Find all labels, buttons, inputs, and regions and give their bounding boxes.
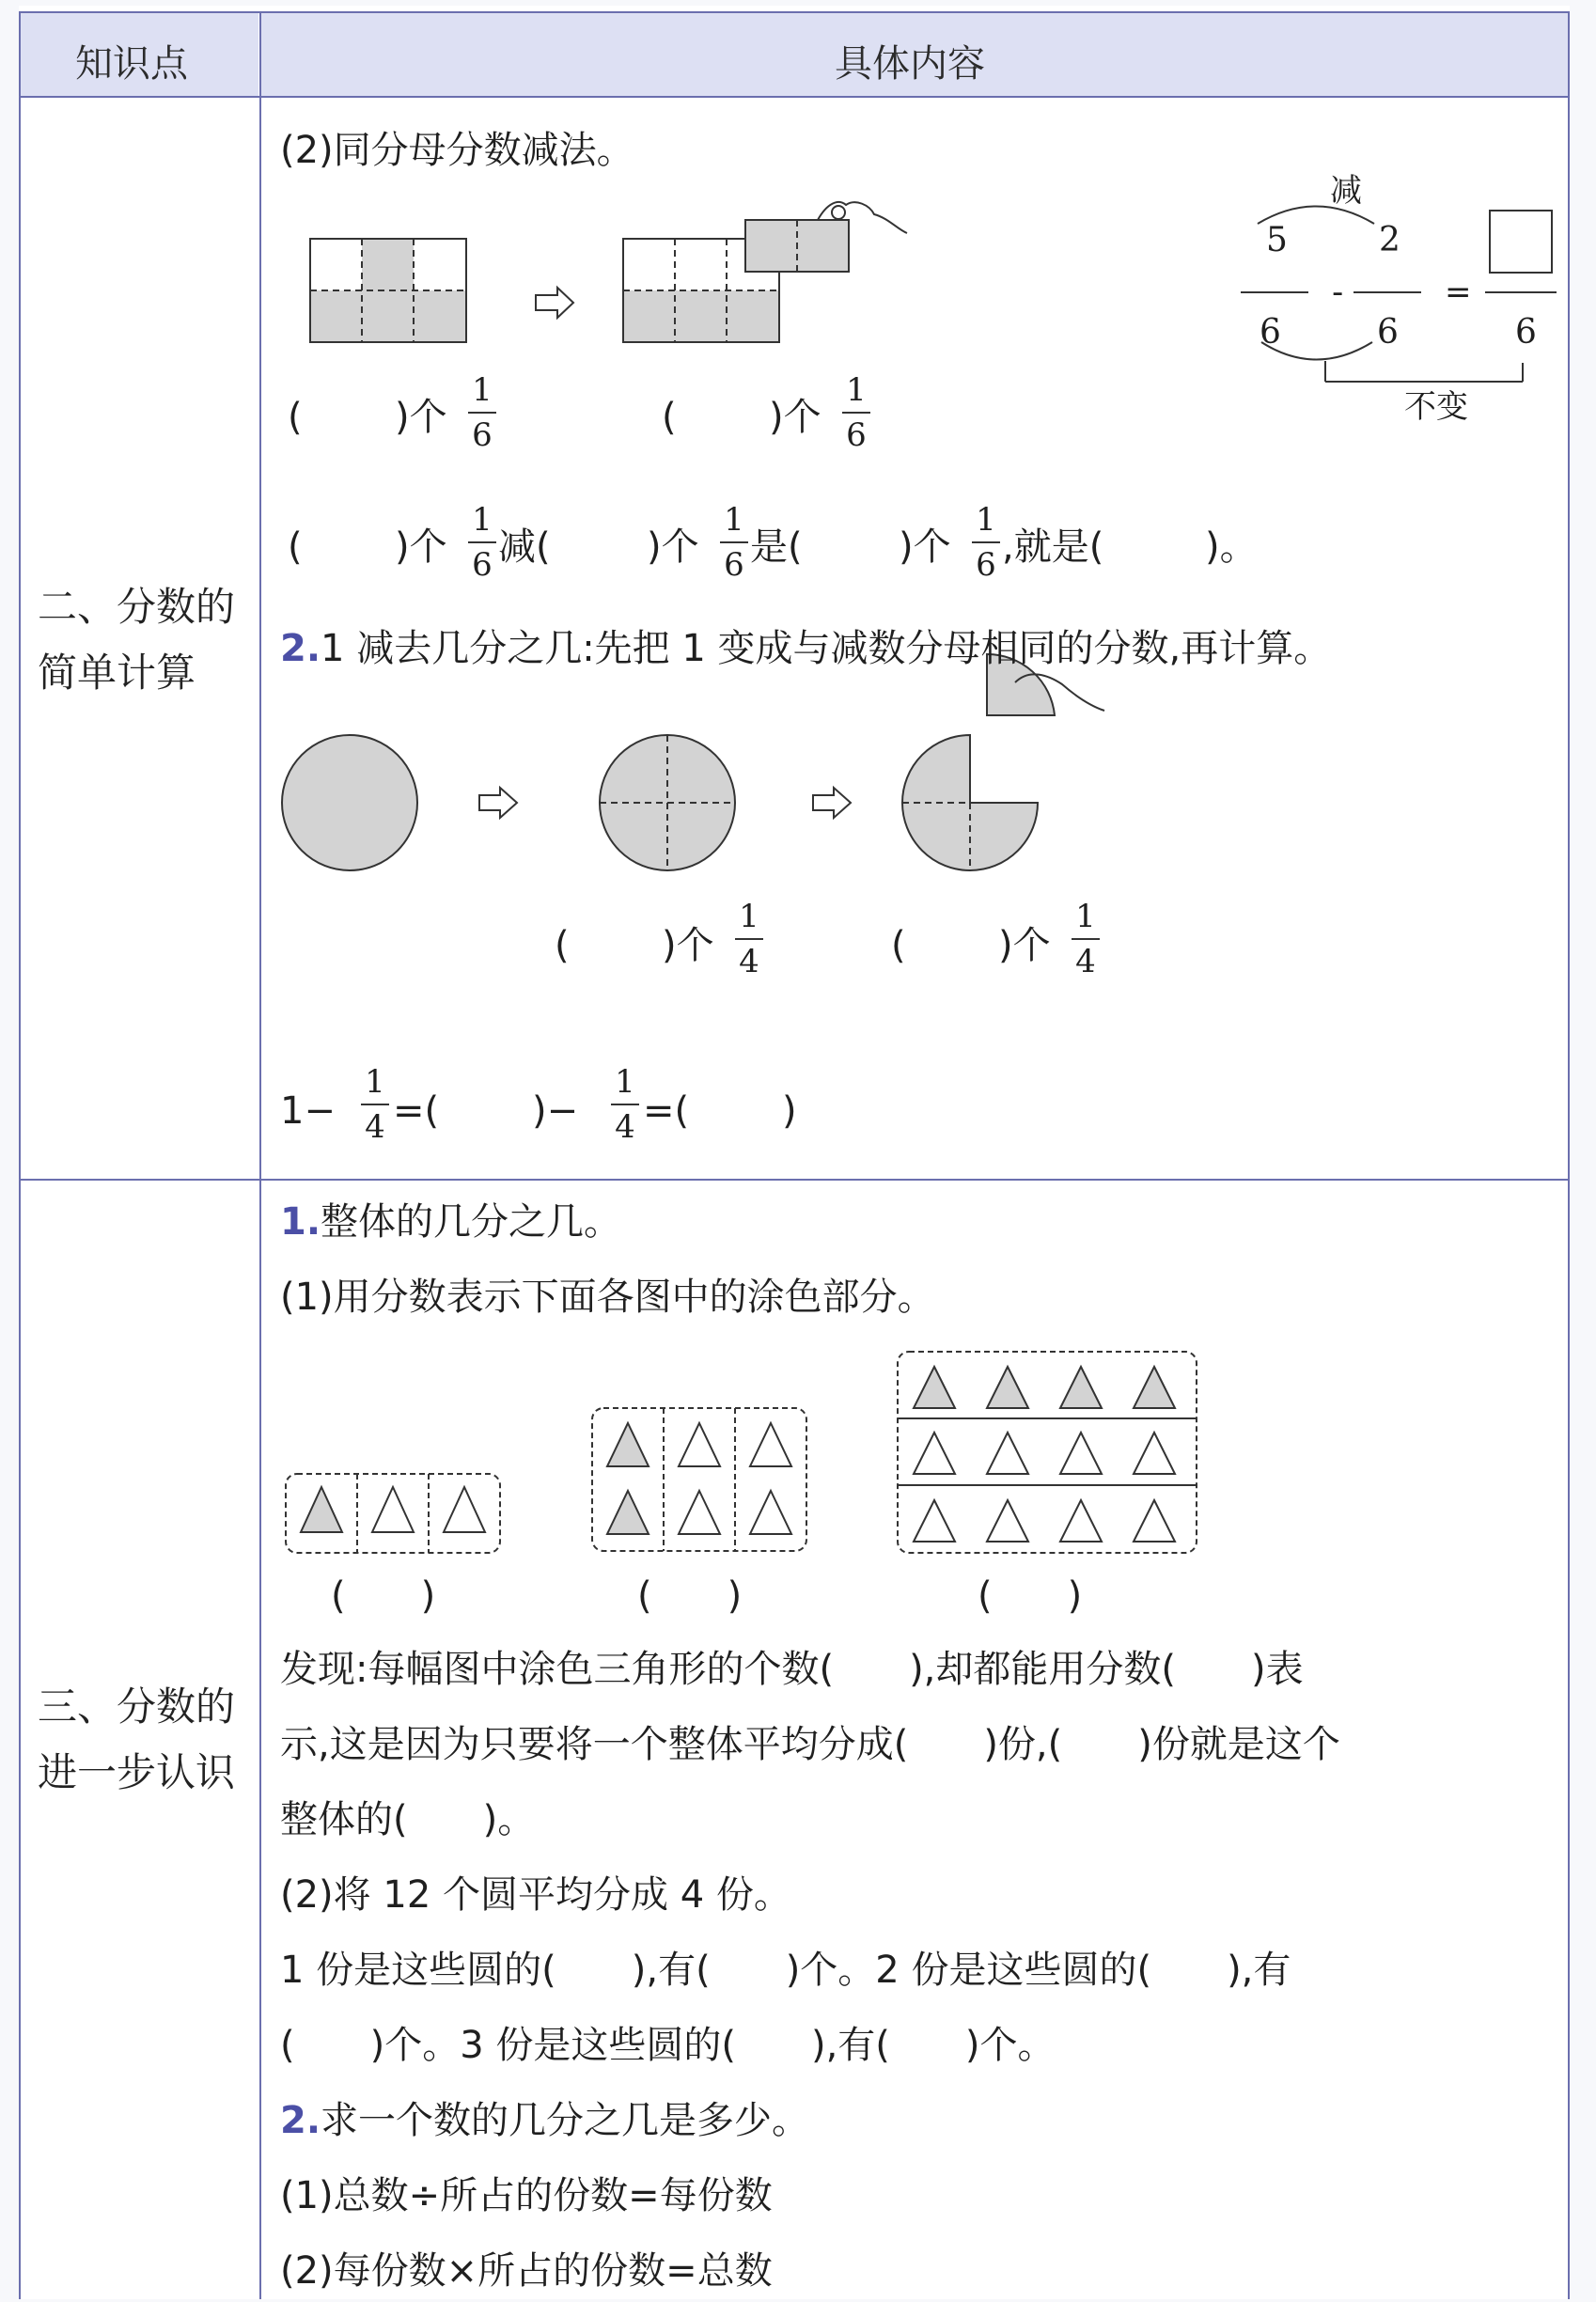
- blank-close-2: )个: [769, 396, 821, 439]
- equation-part-5: ): [782, 1089, 797, 1133]
- fraction-one-sixth-2: 1 6: [842, 374, 870, 451]
- fraction-one-sixth-4: 1 6: [720, 504, 748, 581]
- section-3-title: [38, 1674, 277, 1806]
- quarter-blank-open-2: (: [891, 924, 906, 967]
- circles-line-a: 1 份是这些圆的( ),有( )个。2 份是这些圆的( ),有: [280, 1949, 1291, 1992]
- header-knowledge-point: 知识点: [75, 42, 188, 86]
- item-2-line: [280, 627, 1332, 670]
- sentence-part-8: )。: [1205, 525, 1258, 569]
- rule-1: (1)总数÷所占的份数=每份数: [280, 2174, 773, 2217]
- s3-item-1-text: 整体的几分之几。: [321, 1200, 622, 1244]
- rule-2: (2)每份数×所占的份数=总数: [280, 2249, 773, 2293]
- arrow-right-icon: [536, 288, 573, 318]
- equation-fraction-1: 1 4: [361, 1066, 389, 1143]
- sentence-part-2: )个: [395, 525, 447, 569]
- answer-blank-3: ( ): [978, 1574, 1083, 1618]
- item-2-number: 2.: [280, 627, 321, 670]
- rect-six-parts: [310, 239, 466, 342]
- section-3-title-line2: 进一步认识: [38, 1749, 236, 1795]
- equation-part-2: =(: [393, 1089, 440, 1133]
- diagram-equals-sign: =: [1445, 274, 1472, 311]
- s3-item-2-line: [280, 2099, 810, 2142]
- triangle-groups: [286, 1352, 1197, 1553]
- section-2-title-line2: 简单计算: [38, 650, 196, 696]
- diagram-den-right: 6: [1515, 313, 1537, 352]
- section-2-title-line1: 二、分数的: [38, 584, 236, 630]
- equation-part-4: =(: [643, 1089, 690, 1133]
- s3-item-1-line: [280, 1200, 622, 1244]
- quarter-blank-close-1: )个: [662, 924, 714, 967]
- fraction-one-sixth-3: 1 6: [468, 504, 496, 581]
- fraction-one-sixth-5: 1 6: [972, 504, 1000, 581]
- circle-sequence: [282, 654, 1104, 870]
- equation-part-1: 1−: [280, 1089, 336, 1133]
- subtraction-heading: (2)同分母分数减法。: [280, 129, 634, 172]
- circles-line-b: ( )个。3 份是这些圆的( ),有( )个。: [280, 2024, 1056, 2067]
- rect-with-removed-part: [623, 202, 907, 342]
- s3-item-1-number: 1.: [280, 1200, 321, 1244]
- sentence-part-4: )个: [647, 525, 699, 569]
- diagram-minus-sign: -: [1332, 274, 1344, 311]
- blank-open-2: (: [662, 396, 677, 439]
- diagram-unchanged-label: 不变: [1404, 388, 1468, 426]
- discovery-line-3: 整体的( )。: [280, 1798, 536, 1841]
- header-specific-content: 具体内容: [835, 42, 985, 86]
- discovery-line-2: 示,这是因为只要将一个整体平均分成( )份,( )份就是这个: [280, 1723, 1340, 1766]
- diagram-num-5: 5: [1266, 221, 1288, 259]
- answer-blank-2: ( ): [637, 1574, 743, 1618]
- sentence-part-3: 减(: [498, 525, 551, 569]
- quarter-blank-close-2: )个: [998, 924, 1051, 967]
- diagram-den-mid: 6: [1377, 313, 1399, 352]
- sentence-part-5: 是(: [750, 525, 803, 569]
- diagram-num-2: 2: [1379, 221, 1400, 259]
- diagram-den-left: 6: [1260, 313, 1281, 352]
- diagram-subtract-label: 减: [1330, 172, 1362, 210]
- worksheet-page: [19, 6, 1570, 2299]
- fraction-one-quarter-1: 1 4: [735, 900, 763, 978]
- sentence-part-6: )个: [899, 525, 951, 569]
- equation-fraction-2: 1 4: [611, 1066, 639, 1143]
- s3-sub-2: (2)将 12 个圆平均分成 4 份。: [280, 1873, 791, 1917]
- sentence-part-7: ,就是(: [1002, 525, 1104, 569]
- blank-open-1: (: [288, 396, 303, 439]
- equation-part-3: )−: [532, 1089, 579, 1133]
- s3-item-2-text: 求一个数的几分之几是多少。: [321, 2099, 810, 2142]
- item-2-text: 1 减去几分之几:先把 1 变成与减数分母相同的分数,再计算。: [321, 627, 1332, 670]
- section-3-title-line1: 三、分数的: [38, 1683, 236, 1730]
- sentence-part-1: (: [288, 525, 303, 569]
- fraction-one-sixth-1: 1 6: [468, 374, 496, 451]
- s3-sub-1: (1)用分数表示下面各图中的涂色部分。: [280, 1276, 935, 1319]
- blank-close-1: )个: [395, 396, 447, 439]
- fraction-one-quarter-2: 1 4: [1072, 900, 1100, 978]
- s3-item-2-number: 2.: [280, 2099, 321, 2142]
- quarter-blank-open-1: (: [555, 924, 570, 967]
- answer-blank-1: ( ): [331, 1574, 436, 1618]
- discovery-line-1: 发现:每幅图中涂色三角形的个数( ),却都能用分数( )表: [280, 1648, 1304, 1691]
